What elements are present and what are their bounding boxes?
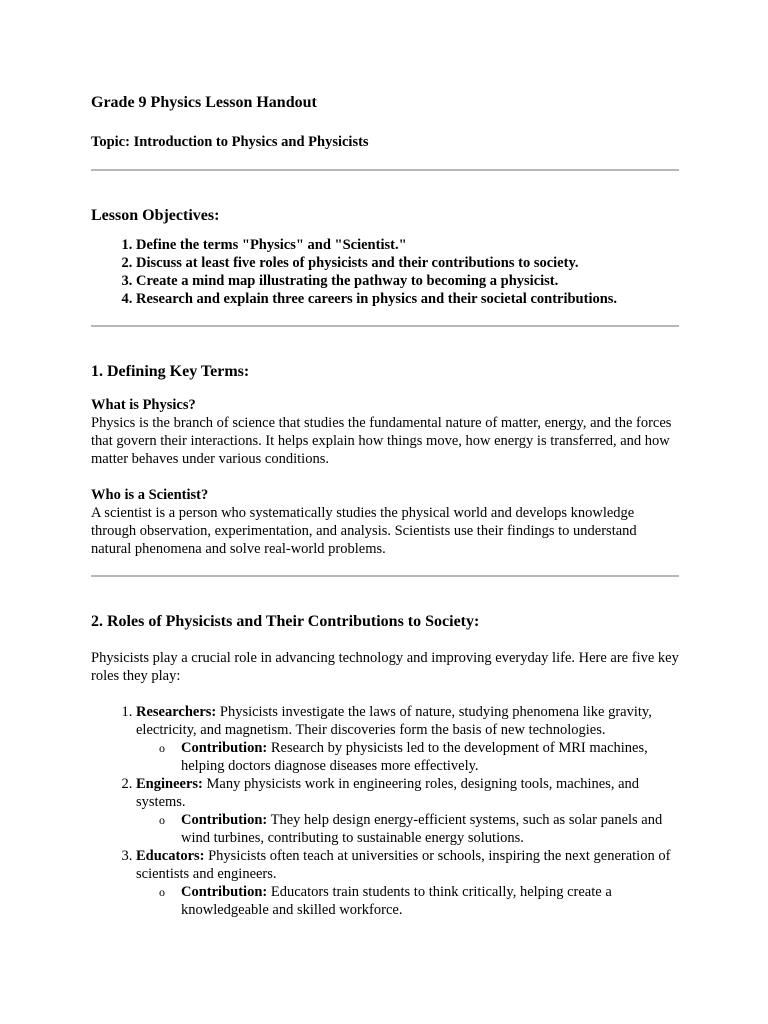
bullet-icon: o [159, 741, 165, 755]
role-item [136, 703, 679, 775]
objectives-heading: Lesson Objectives: [91, 207, 220, 224]
contribution-label: Contribution: [181, 740, 268, 756]
bullet-icon: o [159, 885, 165, 899]
role-description: Physicists often teach at universities or schools, inspiring the next generation of scientists and engineers. [136, 848, 671, 882]
contribution-item [159, 883, 679, 919]
role-item [136, 847, 679, 919]
role-description: Many physicists work in engineering roles, designing tools, machines, and systems. [136, 776, 639, 810]
contribution-list [136, 811, 679, 847]
role-name: Researchers: [136, 704, 217, 720]
role-item [136, 775, 679, 847]
divider [91, 325, 679, 327]
objective-item: 2. Discuss at least five roles of physicists and their contributions to society. [136, 254, 679, 272]
document-content [91, 92, 679, 919]
role-name: Engineers: [136, 776, 203, 792]
contribution-text: They help design energy-efficient systems, such as solar panels and wind turbines, contributing to sustainable energy solutions. [181, 812, 663, 846]
role-description: Physicists investigate the laws of nature, studying phenomena like gravity, electricity, and magnetism. Their discoveries form the basis of new technologies. [136, 704, 652, 738]
section2-intro: Physicists play a crucial role in advancing technology and improving everyday life. Here are five key roles they play: [91, 650, 679, 684]
role-name: Educators: [136, 848, 205, 864]
contribution-label: Contribution: [181, 812, 268, 828]
divider [91, 169, 679, 171]
roles-list [91, 703, 679, 919]
scientist-question: Who is a Scientist? [91, 487, 209, 503]
objective-item: 3. Create a mind map illustrating the pathway to becoming a physicist. [136, 272, 679, 290]
scientist-definition: A scientist is a person who systematically studies the physical world and develops knowledge through observation, experimentation, and analysis. Scientists use their findings to understand natural phenomena and solve real-world problems. [91, 505, 637, 557]
bullet-icon: o [159, 813, 165, 827]
section1-heading: 1. Defining Key Terms: [91, 363, 250, 380]
objective-item: 4. Research and explain three careers in physics and their societal contributions. [136, 290, 679, 308]
topic-line: Topic: Introduction to Physics and Physicists [91, 134, 369, 150]
contribution-item [159, 811, 679, 847]
document-title: Grade 9 Physics Lesson Handout [91, 94, 317, 111]
contribution-item [159, 739, 679, 775]
physics-question: What is Physics? [91, 397, 196, 413]
contribution-text: Research by physicists led to the development of MRI machines, helping doctors diagnose diseases more effectively. [181, 740, 648, 774]
section2-heading: 2. Roles of Physicists and Their Contributions to Society: [91, 613, 480, 630]
objective-item: 1. Define the terms "Physics" and "Scientist." [136, 236, 679, 254]
objectives-list [91, 236, 679, 308]
contribution-list [136, 739, 679, 775]
contribution-text: Educators train students to think critically, helping create a knowledgeable and skilled workforce. [181, 884, 612, 918]
contribution-list [136, 883, 679, 919]
divider [91, 575, 679, 577]
contribution-label: Contribution: [181, 884, 268, 900]
physics-definition: Physics is the branch of science that studies the fundamental nature of matter, energy, and the forces that govern their interactions. It helps explain how things move, how energy is transferred, and how matter behaves under various conditions. [91, 415, 672, 467]
